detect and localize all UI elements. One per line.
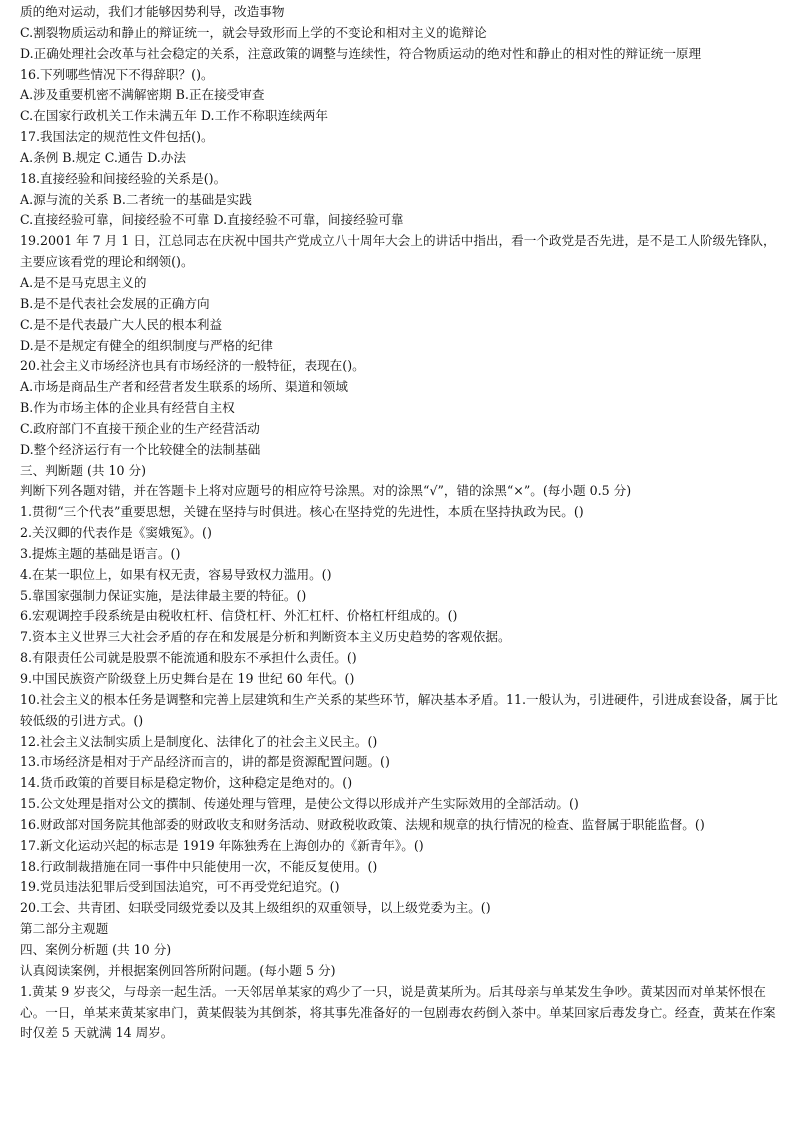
question-16: 16.下列哪些情况下不得辞职？()。 bbox=[20, 66, 214, 82]
option-20-c: C.政府部门不直接干预企业的生产经营活动 bbox=[20, 420, 260, 436]
judgment-6: 6.宏观调控手段系统是由税收杠杆、信贷杠杆、外汇杠杆、价格杠杆组成的。() bbox=[20, 608, 458, 624]
options-17: A.条例 B.规定 C.通告 D.办法 bbox=[20, 149, 186, 165]
case-instructions: 认真阅读案例，并根据案例回答所附问题。(每小题 5 分) bbox=[20, 962, 336, 978]
judgment-7: 7.资本主义世界三大社会矛盾的存在和发展是分析和判断资本主义历史趋势的客观依据。 bbox=[20, 629, 511, 645]
judgment-17: 17.新文化运动兴起的标志是 1919 年陈独秀在上海创办的《新青年》。() bbox=[20, 837, 424, 853]
part-two-heading: 第二部分主观题 bbox=[20, 921, 109, 937]
judgment-9: 9.中国民族资产阶级登上历史舞台是在 19 世纪 60 年代。() bbox=[20, 671, 355, 686]
section-instructions: 判断下列各题对错，并在答题卡上将对应题号的相应符号涂黑。对的涂黑“√”，错的涂黑“×”。(每小题 0.5 分) bbox=[20, 483, 632, 499]
judgment-10-11: 10.社会主义的根本任务是调整和完善上层建筑和生产关系的某些环节，解决基本矛盾。11.一般认为，引进硬件，引进成套设备，属于比较低级的引进方式。() bbox=[20, 691, 778, 728]
options-18-ab: A.源与流的关系 B.二者统一的基础是实践 bbox=[20, 191, 252, 207]
option-20-b: B.作为市场主体的企业具有经营自主权 bbox=[20, 400, 235, 416]
option-19-d: D.是不是规定有健全的组织制度与严格的纪律 bbox=[20, 337, 273, 353]
text-line: 质的绝对运动，我们才能够因势利导，改造事物 bbox=[20, 4, 285, 19]
section-heading-judgment: 三、判断题 (共 10 分) bbox=[20, 462, 147, 478]
judgment-19: 19.党员违法犯罪后受到国法追究，可不再受党纪追究。() bbox=[20, 879, 340, 895]
judgment-1: 1.贯彻“三个代表”重要思想，关键在坚持与时俱进。核心在坚持党的先进性，本质在坚持执政为民。() bbox=[20, 504, 584, 520]
judgment-8: 8.有限责任公司就是股票不能流通和股东不承担什么责任。() bbox=[20, 650, 357, 666]
option-19-b: B.是不是代表社会发展的正确方向 bbox=[20, 295, 210, 311]
question-20: 20.社会主义市场经济也具有市场经济的一般特征，表现在()。 bbox=[20, 358, 365, 374]
option-20-a: A.市场是商品生产者和经营者发生联系的场所、渠道和领域 bbox=[20, 379, 348, 395]
options-16-ab: A.涉及重要机密不满解密期 B.正在接受审查 bbox=[20, 87, 265, 103]
options-16-cd: C.在国家行政机关工作未满五年 D.工作不称职连续两年 bbox=[20, 108, 328, 124]
judgment-18: 18.行政制裁措施在同一事件中只能使用一次，不能反复使用。() bbox=[20, 858, 378, 874]
option-19-c: C.是不是代表最广大人民的根本利益 bbox=[20, 316, 223, 332]
judgment-4: 4.在某一职位上，如果有权无责，容易导致权力滥用。() bbox=[20, 566, 332, 582]
judgment-2: 2.关汉卿的代表作是《窦娥冤》。() bbox=[20, 525, 212, 541]
judgment-12: 12.社会主义法制实质上是制度化、法律化了的社会主义民主。() bbox=[20, 733, 378, 749]
judgment-3: 3.提炼主题的基础是语言。() bbox=[20, 545, 181, 561]
options-18-cd: C.直接经验可靠，间接经验不可靠 D.直接经验不可靠，间接经验可靠 bbox=[20, 212, 404, 228]
judgment-5: 5.靠国家强制力保证实施，是法律最主要的特征。() bbox=[20, 587, 307, 603]
judgment-15: 15.公文处理是指对公文的撰制、传递处理与管理，是使公文得以形成并产生实际效用的全部活动。() bbox=[20, 796, 579, 812]
option-20-d: D.整个经济运行有一个比较健全的法制基础 bbox=[20, 441, 261, 457]
judgment-14: 14.货币政策的首要目标是稳定物价，这种稳定是绝对的。() bbox=[20, 775, 353, 791]
question-17: 17.我国法定的规范性文件包括()。 bbox=[20, 129, 214, 145]
judgment-16: 16.财政部对国务院其他部委的财政收支和财务活动、财政税收政策、法规和规章的执行情况的检查、监督属于职能监督。() bbox=[20, 816, 705, 832]
case-1: 1.黄某 9 岁丧父，与母亲一起生活。一天邻居单某家的鸡少了一只，说是黄某所为。后其母亲与单某发生争吵。黄某因而对单某怀恨在心。一日，单某来黄某家串门，黄某假装为其倒茶，将其事先准备好的一包剧毒农药倒入茶中。单某回家后毒发身亡。经查，黄某在作案时仅差 5 天就满 14 周岁。 bbox=[20, 983, 776, 1041]
judgment-20: 20.工会、共青团、妇联受同级党委以及其上级组织的双重领导，以上级党委为主。() bbox=[20, 900, 491, 916]
option-c: C.割裂物质运动和静止的辩证统一，就会导致形而上学的不变论和相对主义的诡辩论 bbox=[20, 24, 487, 40]
judgment-13: 13.市场经济是相对于产品经济而言的，讲的都是资源配置问题。() bbox=[20, 754, 390, 770]
option-19-a: A.是不是马克思主义的 bbox=[20, 274, 147, 290]
question-19: 19.2001 年 7 月 1 日，江总同志在庆祝中国共产党成立八十周年大会上的讲话中指出，看一个政党是否先进，是不是工人阶级先锋队，主要应该看党的理论和纲领()。 bbox=[20, 233, 776, 270]
option-d: D.正确处理社会改革与社会稳定的关系，注意政策的调整与连续性，符合物质运动的绝对性和静止的相对性的辩证统一原理 bbox=[20, 45, 702, 61]
section-heading-case: 四、案例分析题 (共 10 分) bbox=[20, 941, 172, 957]
question-18: 18.直接经验和间接经验的关系是()。 bbox=[20, 170, 227, 186]
